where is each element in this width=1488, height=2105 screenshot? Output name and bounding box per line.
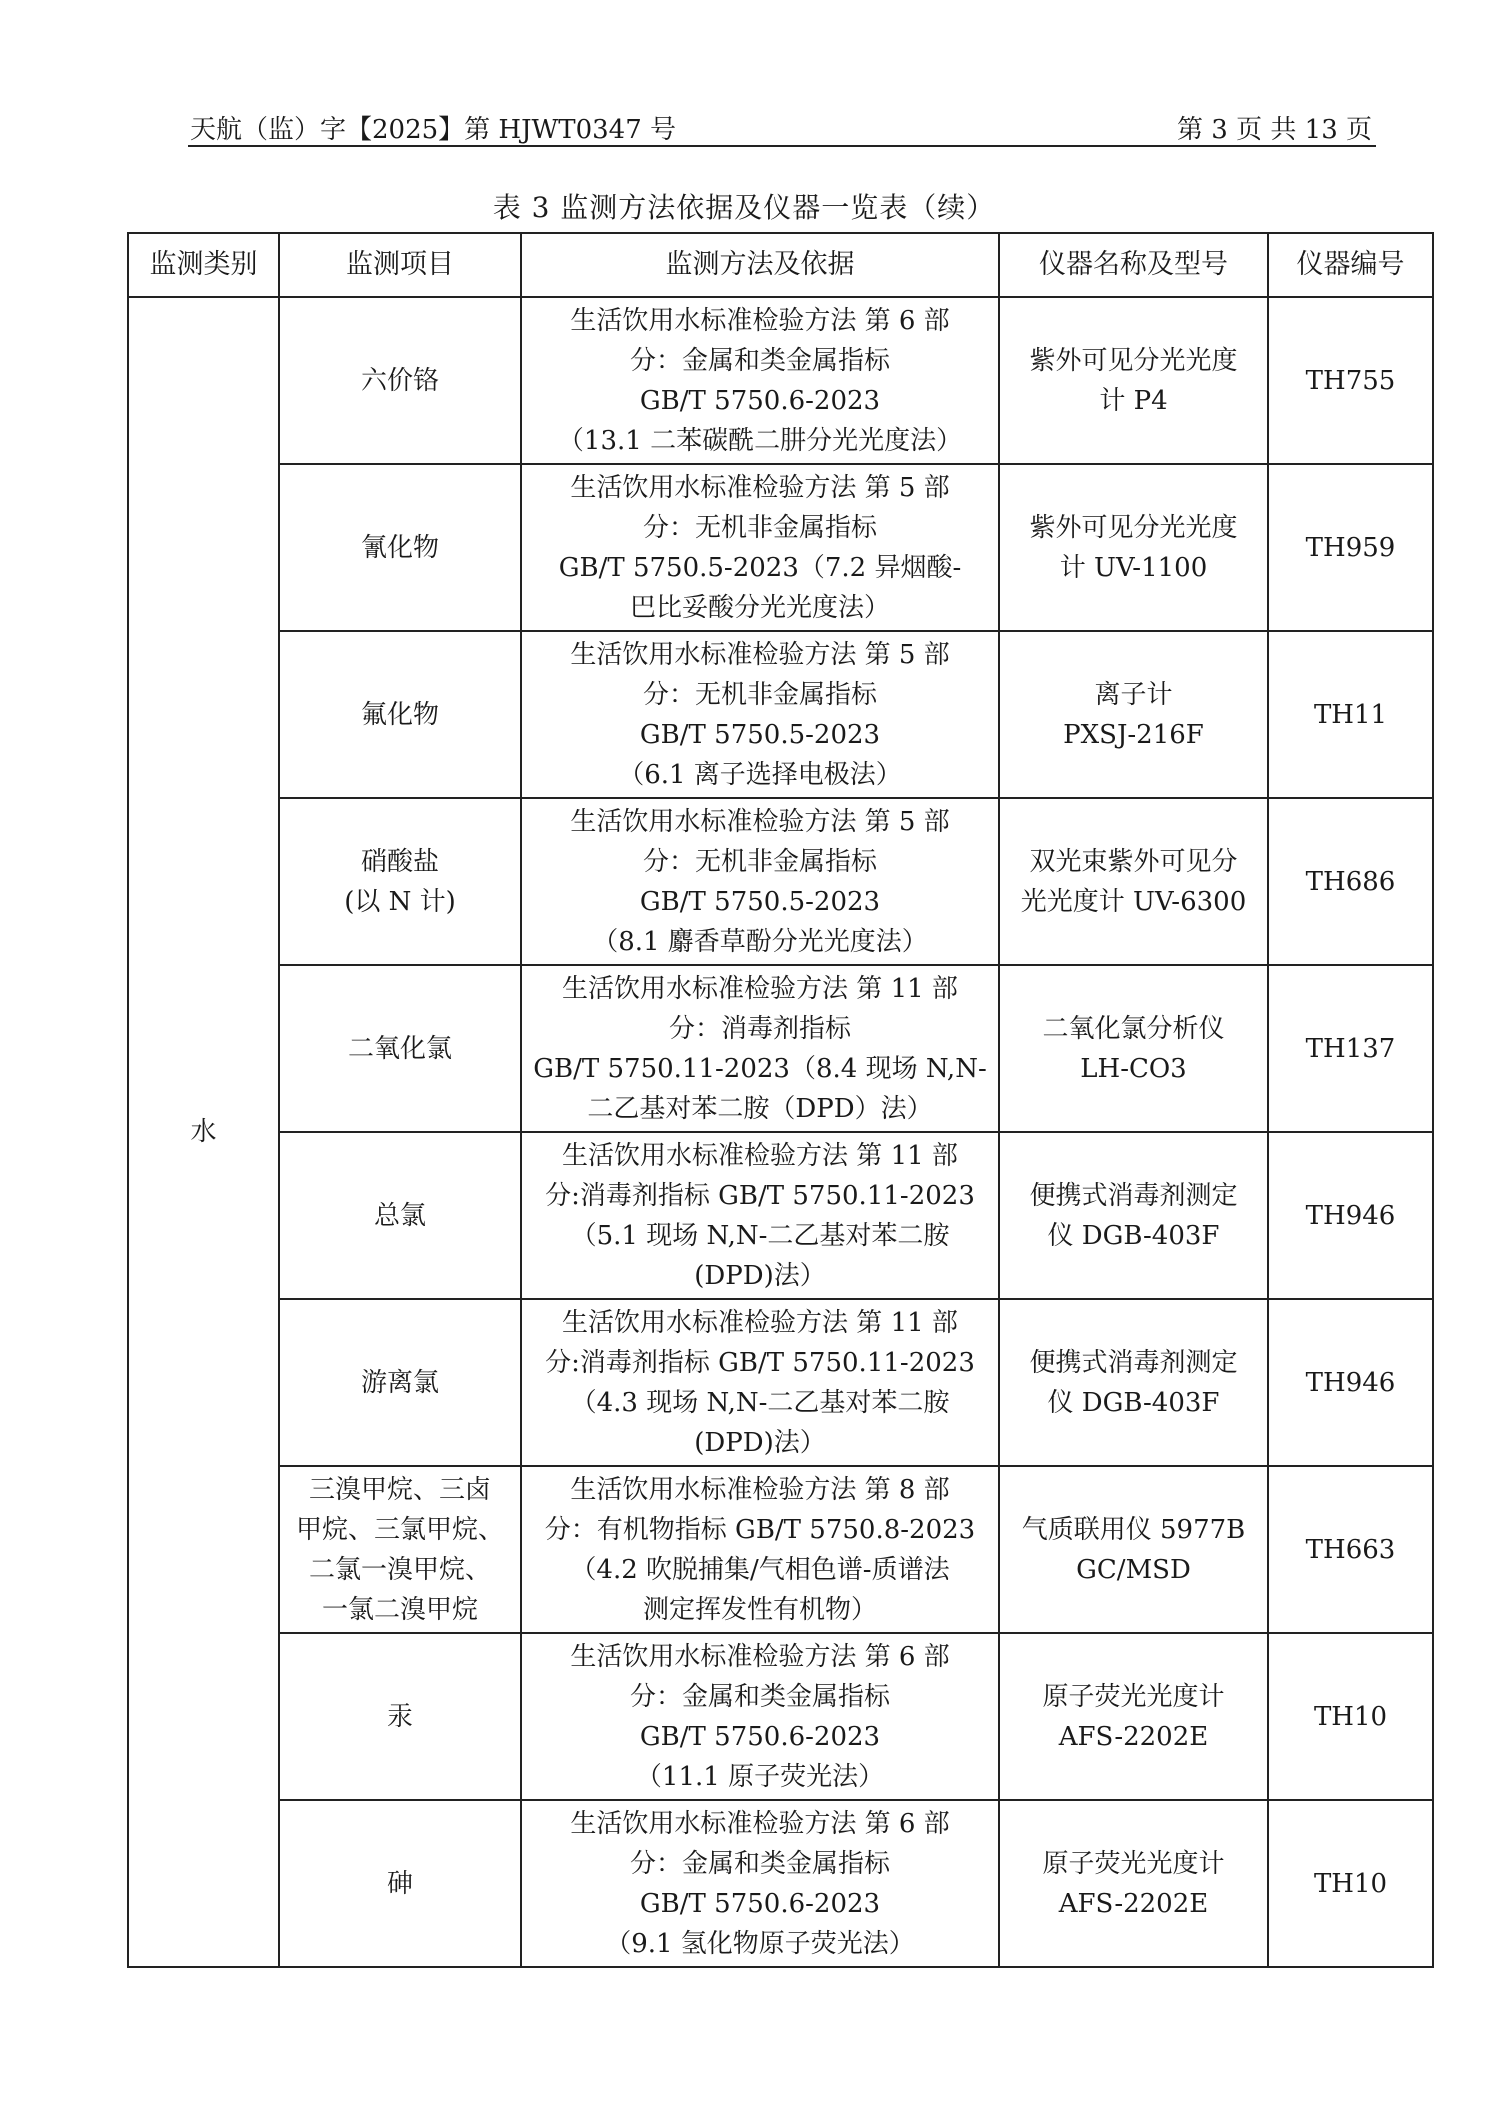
method-line: （11.1 原子荧光法） [635, 1761, 885, 1792]
instrument-line: 二氧化氯分析仪 [1042, 1013, 1225, 1044]
method-cell [521, 1633, 999, 1800]
item-line: (以 N 计) [344, 886, 456, 917]
instrument-line: 双光束紫外可见分 [1029, 846, 1238, 877]
instrument-line: 原子荧光光度计 [1042, 1681, 1225, 1712]
method-cell [521, 1800, 999, 1967]
item-line: 二氧化氯 [347, 1033, 452, 1064]
instrument-line: 计 UV-1100 [1059, 552, 1208, 583]
method-cell [521, 464, 999, 631]
method-line: 生活饮用水标准检验方法 第 6 部 [570, 305, 950, 336]
method-line: 生活饮用水标准检验方法 第 5 部 [570, 806, 950, 837]
method-line: GB/T 5750.5-2023 [639, 719, 881, 750]
table-row [128, 1800, 1433, 1967]
method-line: 测定挥发性有机物） [642, 1594, 877, 1625]
page-header [190, 105, 1372, 145]
instrument-line: PXSJ-216F [1063, 719, 1204, 750]
instrument-line: 原子荧光光度计 [1042, 1848, 1225, 1879]
item-cell [279, 1132, 521, 1299]
item-line: 汞 [386, 1701, 413, 1732]
method-cell [521, 297, 999, 464]
method-line: 分：金属和类金属指标 [629, 1681, 890, 1712]
table-row [128, 965, 1433, 1132]
item-line: 总氯 [373, 1200, 426, 1231]
method-line: GB/T 5750.5-2023 [639, 886, 881, 917]
method-line: 生活饮用水标准检验方法 第 11 部 [562, 1307, 958, 1338]
instrument-id-cell: TH10 [1268, 1800, 1433, 1967]
document-number: 天航（监）字【2025】第 HJWT0347 号 [190, 115, 677, 145]
instrument-line: 离子计 [1094, 679, 1173, 710]
page-indicator: 第 3 页 共 13 页 [1177, 115, 1372, 145]
method-cell [521, 1132, 999, 1299]
table-header-row [128, 233, 1433, 297]
table-row [128, 1132, 1433, 1299]
method-line: 生活饮用水标准检验方法 第 5 部 [570, 639, 950, 670]
item-cell [279, 1299, 521, 1466]
item-cell [279, 464, 521, 631]
column-header-instrument: 仪器名称及型号 [999, 233, 1268, 297]
instrument-id-cell: TH11 [1268, 631, 1433, 798]
method-line: 分：无机非金属指标 [642, 679, 877, 710]
instrument-line: AFS-2202E [1058, 1721, 1209, 1752]
method-line: （5.1 现场 N,N-二乙基对苯二胺 [570, 1220, 950, 1251]
instrument-cell [999, 965, 1268, 1132]
method-line: 分：金属和类金属指标 [629, 345, 890, 376]
method-line: 分:消毒剂指标 GB/T 5750.11-2023 [545, 1180, 975, 1211]
item-line: 砷 [386, 1868, 413, 1899]
method-line: 分：有机物指标 GB/T 5750.8-2023 [544, 1514, 976, 1545]
item-cell [279, 798, 521, 965]
instrument-id-cell: TH946 [1268, 1299, 1433, 1466]
method-line: 分：金属和类金属指标 [629, 1848, 890, 1879]
method-line: GB/T 5750.6-2023 [639, 1888, 881, 1919]
monitoring-method-table [127, 232, 1434, 1968]
method-line: （13.1 二苯碳酰二肼分光光度法） [557, 425, 963, 456]
instrument-line: 仪 DGB-403F [1047, 1220, 1220, 1251]
table-row [128, 464, 1433, 631]
method-line: 生活饮用水标准检验方法 第 11 部 [562, 973, 958, 1004]
item-cell [279, 1466, 521, 1633]
instrument-id-cell: TH663 [1268, 1466, 1433, 1633]
instrument-line: GC/MSD [1076, 1554, 1191, 1585]
method-line: 生活饮用水标准检验方法 第 11 部 [562, 1140, 958, 1171]
item-cell [279, 1800, 521, 1967]
method-line: 分：消毒剂指标 [668, 1013, 851, 1044]
table-title: 表 3 监测方法依据及仪器一览表（续） [492, 191, 996, 224]
method-cell [521, 631, 999, 798]
category-cell: 水 [128, 297, 279, 1967]
method-line: 生活饮用水标准检验方法 第 8 部 [570, 1474, 950, 1505]
method-line: 分：无机非金属指标 [642, 512, 877, 543]
item-cell [279, 1633, 521, 1800]
instrument-line: 光光度计 UV-6300 [1020, 886, 1247, 917]
instrument-id-cell: TH959 [1268, 464, 1433, 631]
item-line: 游离氯 [360, 1367, 439, 1398]
method-line: GB/T 5750.6-2023 [639, 385, 881, 416]
method-cell [521, 965, 999, 1132]
method-line: (DPD)法） [694, 1427, 826, 1458]
item-line: 一氯二溴甲烷 [321, 1594, 478, 1625]
item-line: 甲烷、三氯甲烷、 [295, 1514, 504, 1545]
instrument-id-cell: TH10 [1268, 1633, 1433, 1800]
method-line: (DPD)法） [694, 1260, 826, 1291]
item-line: 氰化物 [360, 532, 439, 563]
method-cell [521, 1299, 999, 1466]
method-line: （8.1 麝香草酚分光光度法） [592, 926, 928, 957]
instrument-id-cell: TH946 [1268, 1132, 1433, 1299]
method-cell [521, 1466, 999, 1633]
method-line: （4.3 现场 N,N-二乙基对苯二胺 [570, 1387, 950, 1418]
method-cell [521, 798, 999, 965]
method-line: 生活饮用水标准检验方法 第 6 部 [570, 1641, 950, 1672]
method-line: 分：无机非金属指标 [642, 846, 877, 877]
instrument-id-cell: TH686 [1268, 798, 1433, 965]
method-line: （9.1 氢化物原子荧光法） [605, 1928, 915, 1959]
instrument-cell [999, 297, 1268, 464]
column-header-method: 监测方法及依据 [521, 233, 999, 297]
instrument-line: 便携式消毒剂测定 [1029, 1180, 1238, 1211]
item-line: 二氯一溴甲烷、 [308, 1554, 491, 1585]
instrument-cell [999, 631, 1268, 798]
method-line: 生活饮用水标准检验方法 第 5 部 [570, 472, 950, 503]
instrument-cell [999, 1800, 1268, 1967]
table-row [128, 631, 1433, 798]
instrument-id-cell: TH755 [1268, 297, 1433, 464]
item-line: 三溴甲烷、三卤 [308, 1474, 491, 1505]
method-line: GB/T 5750.5-2023（7.2 异烟酸- [558, 552, 962, 583]
method-line: 生活饮用水标准检验方法 第 6 部 [570, 1808, 950, 1839]
instrument-line: LH-CO3 [1080, 1053, 1187, 1084]
instrument-cell [999, 798, 1268, 965]
instrument-line: 便携式消毒剂测定 [1029, 1347, 1238, 1378]
method-line: （6.1 离子选择电极法） [618, 759, 902, 790]
item-line: 硝酸盐 [360, 846, 439, 877]
method-line: 分:消毒剂指标 GB/T 5750.11-2023 [545, 1347, 975, 1378]
table-row [128, 798, 1433, 965]
instrument-line: 紫外可见分光光度 [1029, 512, 1238, 543]
instrument-line: AFS-2202E [1058, 1888, 1209, 1919]
item-cell [279, 631, 521, 798]
instrument-line: 紫外可见分光光度 [1029, 345, 1238, 376]
method-line: GB/T 5750.11-2023（8.4 现场 N,N- [533, 1053, 987, 1084]
item-cell [279, 965, 521, 1132]
item-line: 六价铬 [360, 365, 439, 396]
header-divider [188, 145, 1376, 147]
instrument-id-cell: TH137 [1268, 965, 1433, 1132]
instrument-line: 仪 DGB-403F [1047, 1387, 1220, 1418]
instrument-cell [999, 1299, 1268, 1466]
method-line: 二乙基对苯二胺（DPD）法） [587, 1093, 933, 1124]
method-line: GB/T 5750.6-2023 [639, 1721, 881, 1752]
item-cell [279, 297, 521, 464]
item-line: 氟化物 [360, 699, 439, 730]
method-line: 巴比妥酸分光光度法） [629, 592, 890, 623]
instrument-cell [999, 1633, 1268, 1800]
instrument-line: 计 P4 [1099, 385, 1168, 416]
instrument-cell [999, 1466, 1268, 1633]
table-row [128, 1299, 1433, 1466]
column-header-instrument-id: 仪器编号 [1268, 233, 1433, 297]
table-row [128, 1633, 1433, 1800]
instrument-line: 气质联用仪 5977B [1021, 1514, 1246, 1545]
table-row [128, 1466, 1433, 1633]
column-header-item: 监测项目 [279, 233, 521, 297]
method-line: （4.2 吹脱捕集/气相色谱-质谱法 [570, 1554, 950, 1585]
instrument-cell [999, 1132, 1268, 1299]
instrument-cell [999, 464, 1268, 631]
table-row [128, 297, 1433, 464]
column-header-category: 监测类别 [128, 233, 279, 297]
